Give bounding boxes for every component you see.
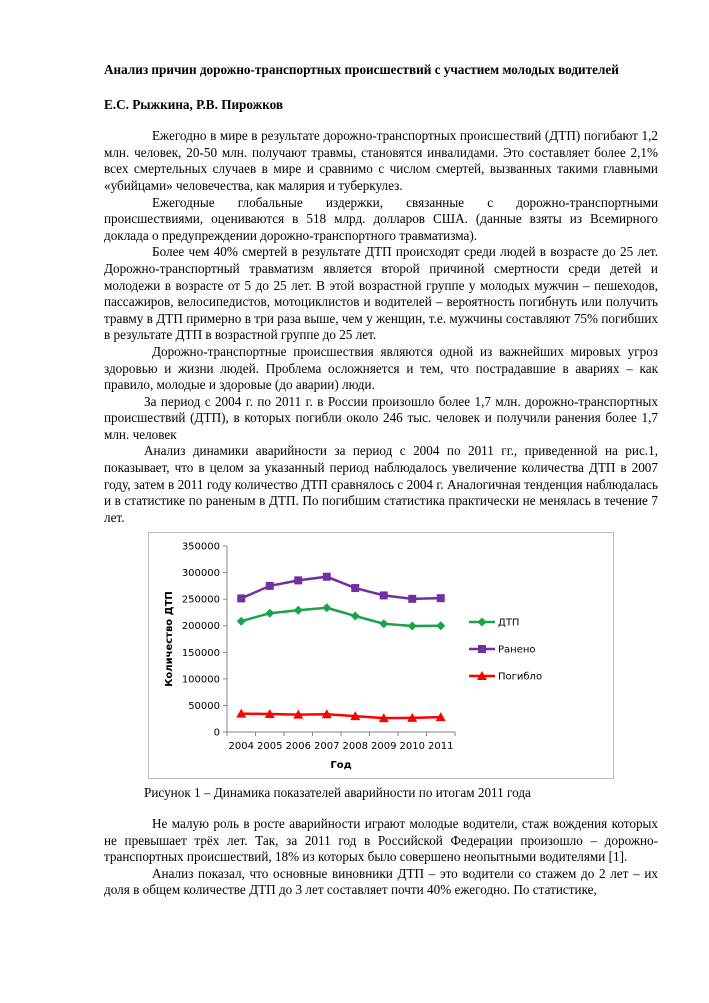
- x-tick-label: 2009: [371, 741, 397, 753]
- data-point: [436, 622, 445, 631]
- y-axis-title: Количество ДТП: [164, 591, 175, 688]
- data-point: [379, 620, 388, 629]
- legend-label: Погибло: [498, 671, 543, 683]
- x-tick-label: 2007: [314, 741, 340, 753]
- data-point: [265, 609, 274, 618]
- data-point: [380, 592, 388, 600]
- data-point: [294, 606, 303, 615]
- data-point: [266, 582, 274, 590]
- x-axis-title: Год: [330, 760, 352, 772]
- legend-label: Ранено: [498, 644, 536, 656]
- legend-label: ДТП: [498, 617, 520, 629]
- y-tick-label: 300000: [181, 568, 220, 580]
- y-tick-label: 100000: [181, 674, 220, 686]
- y-tick-label: 0: [213, 727, 220, 739]
- data-point: [237, 617, 246, 626]
- accident-dynamics-chart: [149, 533, 613, 778]
- paragraph-8: Анализ показал, что основные виновники ДТП – это водители со стажем до 2 лет – их доля в общем количестве ДТП до 3 лет составляет почти 40% ежегодно. По статистике,: [104, 865, 658, 898]
- figure-1: [148, 532, 614, 779]
- data-point: [237, 595, 245, 603]
- data-point: [408, 595, 416, 603]
- paragraph-1: Ежегодно в мире в результате дорожно-транспортных происшествий (ДТП) погибают 1,2 млн. человек, 20-50 млн. получают травмы, становятся инвалидами. Это составляет более 2,1% всех смертельных случаев в мире и сравнимо с числом смертей, вызванных такими главными «убийцами» человечества, как малярия и туберкулез.: [104, 128, 658, 193]
- x-tick-label: 2004: [228, 741, 254, 753]
- x-tick-label: 2005: [257, 741, 283, 753]
- y-tick-label: 150000: [181, 648, 220, 660]
- y-tick-label: 250000: [181, 595, 220, 607]
- x-tick-label: 2006: [285, 741, 311, 753]
- data-point: [322, 604, 331, 613]
- data-point: [351, 612, 360, 621]
- paragraph-7: Не малую роль в росте аварийности играют молодые водители, стаж вождения которых не превышает трёх лет. Так, за 2011 год в Российской Федерации произошло – дорожно-транспортных происшествий, 18% из которых было совершено неопытными водителями [1].: [104, 816, 658, 865]
- y-tick-label: 350000: [181, 541, 220, 553]
- paper-page: [104, 62, 658, 899]
- paper-title: Анализ причин дорожно-транспортных происшествий с участием молодых водителей: [104, 62, 619, 77]
- data-point: [323, 573, 331, 581]
- data-point: [437, 595, 445, 603]
- legend-marker: [478, 645, 486, 653]
- x-tick-label: 2010: [399, 741, 425, 753]
- y-tick-label: 200000: [181, 621, 220, 633]
- paragraph-2: Ежегодные глобальные издержки, связанные с дорожно-транспортными происшествиями, оцениваются в 518 млрд. долларов США. (данные взяты из Всемирного доклада о предупреждении дорожно-транспортного травматизма).: [104, 194, 658, 243]
- x-tick-label: 2008: [342, 741, 368, 753]
- data-point: [351, 584, 359, 592]
- paragraph-4: Дорожно-транспортные происшествия являются одной из важнейших мировых угроз здоровью и жизни людей. Проблема осложняется и тем, что пострадавшие в авариях – как правило, молодые и здоровые (до аварии) люди.: [104, 343, 658, 393]
- data-point: [408, 622, 417, 631]
- paper-authors: Е.С. Рыжкина, Р.В. Пирожков: [104, 96, 284, 112]
- y-tick-label: 50000: [188, 701, 220, 713]
- x-tick-label: 2011: [428, 741, 454, 753]
- data-point: [294, 577, 302, 585]
- paragraph-6: Анализ динамики аварийности за период с 2004 по 2011 гг., приведенной на рис.1, показывает, что в целом за указанный период наблюдалось увеличение количества ДТП в 2007 году, затем в 2011 году количество ДТП сравнялось с 2004 г. Аналогичная тенденция наблюдалась и в статистике по раненым в ДТП. По погибшим статистика практически не менялась в течение 7 лет.: [104, 443, 658, 525]
- paragraph-3: Более чем 40% смертей в результате ДТП происходят среди людей в возрасте до 25 лет. Дорожно-транспортный травматизм является второй причиной смертности среди детей и молодежи в возрасте от 5 до 25 лет. В этой возрастной группе у молодых мужчин – пешеходов, пассажиров, велосипедистов, мотоциклистов и водителей – вероятность погибнуть или получить травму в ДТП примерно в три раза выше, чем у женщин, т.е. мужчины составляют 75% погибших в результате ДТП в возрастной группе до 25 лет.: [104, 244, 658, 343]
- figure-caption: Рисунок 1 – Динамика показателей аварийности по итогам 2011 года: [144, 785, 531, 801]
- paragraph-5: За период с 2004 г. по 2011 г. в России произошло более 1,7 млн. дорожно-транспортных происшествий (ДТП), в которых погибли около 246 тыс. человек и получили ранения более 1,7 млн. человек: [104, 393, 658, 442]
- legend-marker: [478, 618, 487, 627]
